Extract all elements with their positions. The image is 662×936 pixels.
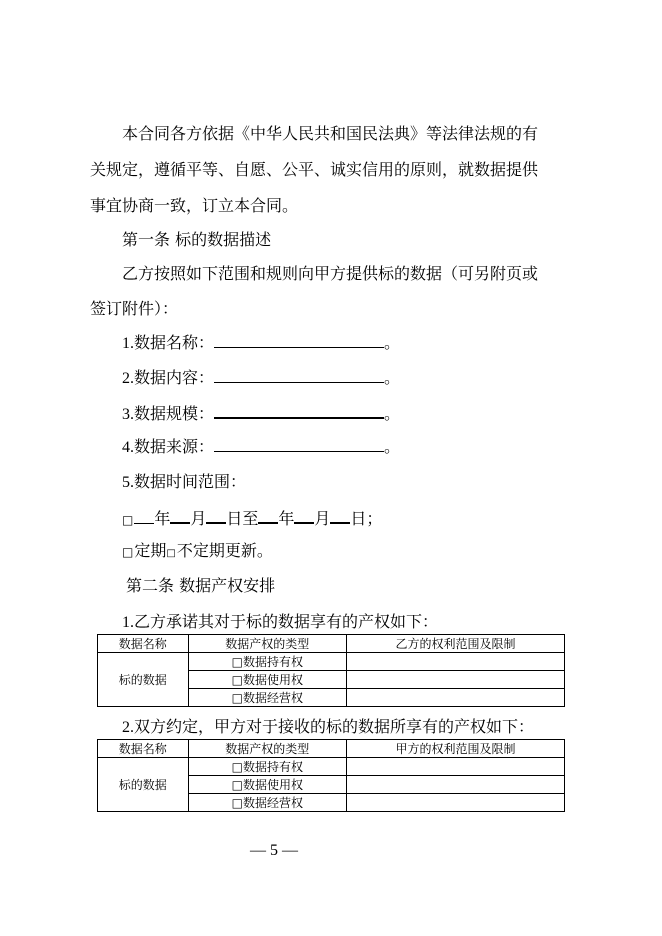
date-range-line [122, 508, 382, 530]
header-cell: 数据名称 [98, 635, 189, 653]
fixed-label: 定期 [134, 541, 167, 560]
fill-blank[interactable] [214, 333, 384, 348]
field-label: 数据内容： [134, 368, 215, 387]
update-frequency-line [122, 541, 273, 564]
month-blank[interactable] [170, 508, 190, 524]
field-number: 2. [122, 370, 134, 387]
fill-blank[interactable] [214, 437, 384, 452]
field-end: 。 [384, 437, 401, 456]
article2-item-1 [122, 612, 438, 633]
fill-blank[interactable] [214, 368, 384, 383]
field-time-range [122, 472, 246, 493]
right-type-cell[interactable]: □数据经营权 [188, 689, 346, 707]
day-end-label: 日； [350, 509, 383, 528]
scope-cell[interactable] [346, 671, 564, 689]
right-type-cell[interactable]: □数据使用权 [188, 776, 346, 794]
field-number: 4. [122, 439, 134, 456]
header-cell: 乙方的权利范围及限制 [346, 635, 564, 653]
checkbox-fixed[interactable]: □ [122, 545, 134, 559]
year2-label: 年 [278, 509, 295, 528]
fill-blank[interactable] [214, 403, 384, 419]
field-end: 。 [384, 404, 401, 423]
field-data-name [122, 333, 400, 354]
field-number: 5. [122, 474, 134, 491]
article1-desc-line-2: 签订附件）： [90, 299, 179, 318]
scope-cell[interactable] [346, 776, 564, 794]
month-label: 月 [190, 509, 207, 528]
year2-blank[interactable] [258, 508, 278, 524]
day2-blank[interactable] [330, 508, 350, 524]
checkbox-nonfixed[interactable]: □ [166, 548, 176, 559]
field-data-scale [122, 403, 400, 425]
field-data-content [122, 368, 400, 389]
field-label: 数据规模： [134, 404, 215, 423]
table-header-row [98, 635, 565, 653]
checkbox[interactable]: □ [122, 513, 134, 527]
intro-line-1: 本合同各方依据《中华人民共和国民法典》等法律法规的有 [122, 124, 539, 143]
intro-line-2: 关规定，遵循平等、自愿、公平、诚实信用的原则，就数据提供 [90, 160, 539, 179]
item-text: 乙方承诺其对于标的数据享有的产权如下： [134, 612, 439, 631]
month2-label: 月 [314, 509, 331, 528]
month2-blank[interactable] [294, 508, 314, 524]
right-type-cell[interactable]: □数据持有权 [188, 758, 346, 776]
field-data-source [122, 437, 400, 458]
row-label-cell: 标的数据 [98, 758, 189, 812]
scope-cell[interactable] [346, 689, 564, 707]
field-end: 。 [384, 333, 401, 352]
day-to-label: 日至 [226, 509, 259, 528]
article1-desc-line-1: 乙方按照如下范围和规则向甲方提供标的数据（可另附页或 [122, 264, 539, 283]
item-number: 2. [122, 719, 134, 736]
day-blank[interactable] [206, 508, 226, 524]
scope-cell[interactable] [346, 794, 564, 812]
table-row [98, 758, 565, 776]
year-label: 年 [154, 509, 171, 528]
right-type-cell[interactable]: □数据使用权 [188, 671, 346, 689]
item-text: 双方约定，甲方对于接收的标的数据所享有的产权如下： [134, 717, 535, 736]
property-table-party-a [97, 739, 565, 812]
scope-cell[interactable] [346, 653, 564, 671]
header-cell: 数据产权的类型 [188, 740, 346, 758]
nonfixed-label: 不定期更新。 [176, 541, 273, 560]
page-number: — 5 — [250, 842, 298, 859]
property-table-party-b [97, 634, 565, 707]
right-type-cell[interactable]: □数据持有权 [188, 653, 346, 671]
article1-title: 第一条 标的数据描述 [122, 230, 272, 249]
field-label: 数据名称： [134, 333, 215, 352]
item-number: 1. [122, 614, 134, 631]
article2-item-2 [122, 717, 534, 738]
header-cell: 数据产权的类型 [188, 635, 346, 653]
field-label: 数据时间范围： [134, 472, 247, 491]
year-blank[interactable] [134, 509, 154, 524]
field-label: 数据来源： [134, 437, 215, 456]
field-number: 3. [122, 406, 134, 423]
field-number: 1. [122, 335, 134, 352]
header-cell: 数据名称 [98, 740, 189, 758]
article2-title: 第二条 数据产权安排 [126, 576, 276, 595]
field-end: 。 [384, 368, 401, 387]
right-type-cell[interactable]: □数据经营权 [188, 794, 346, 812]
table-header-row [98, 740, 565, 758]
table-row [98, 653, 565, 671]
row-label-cell: 标的数据 [98, 653, 189, 707]
intro-line-3: 事宜协商一致，订立本合同。 [90, 196, 299, 215]
header-cell: 甲方的权利范围及限制 [346, 740, 564, 758]
scope-cell[interactable] [346, 758, 564, 776]
